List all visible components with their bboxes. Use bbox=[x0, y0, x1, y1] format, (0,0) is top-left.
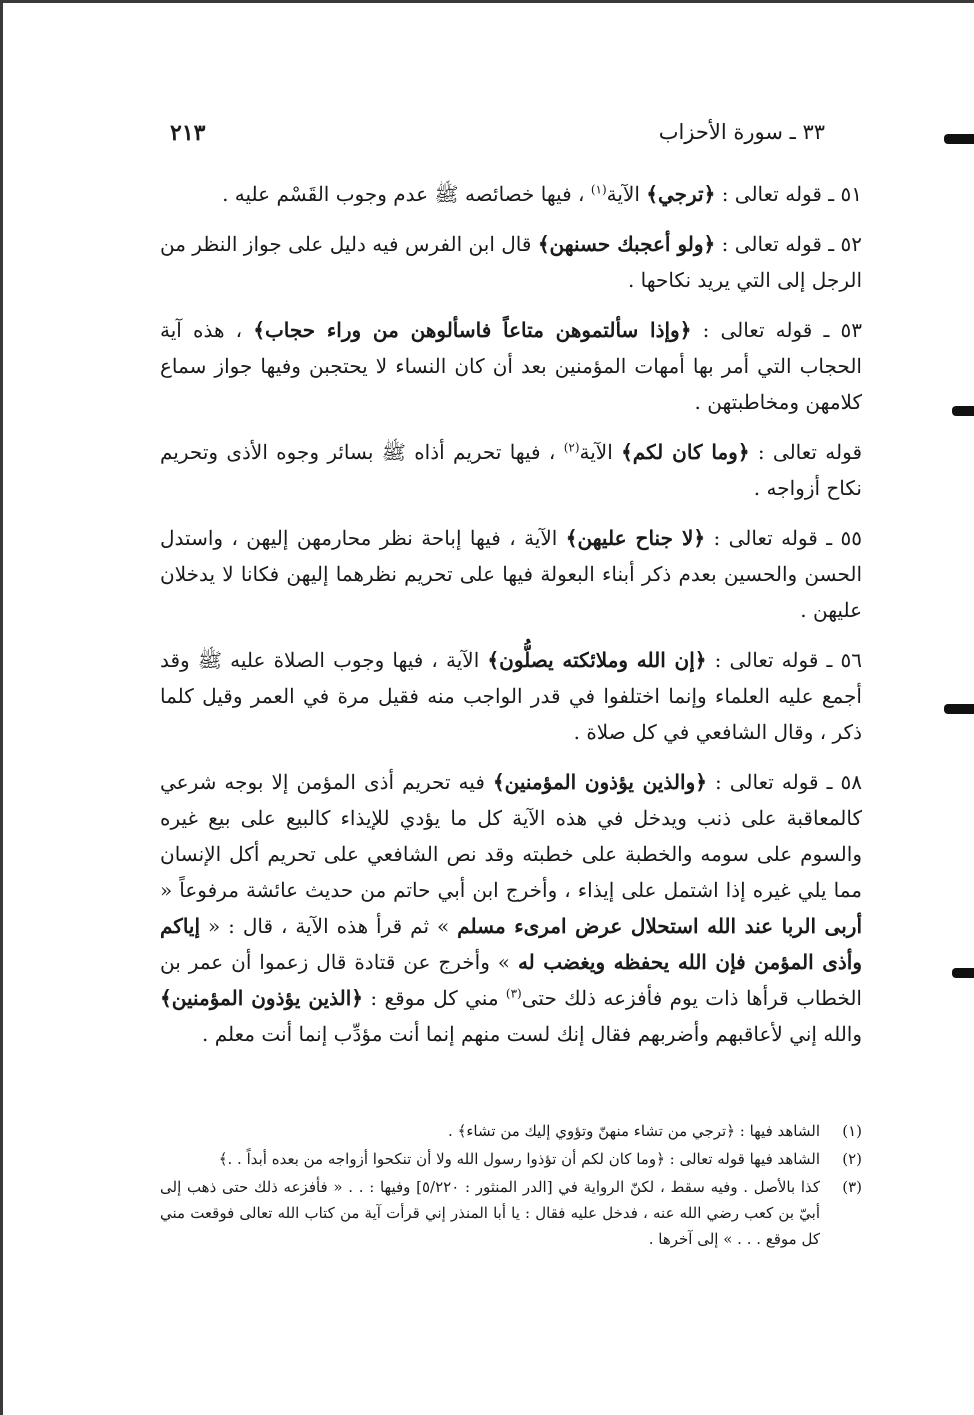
paragraph-58 bbox=[160, 764, 862, 1052]
footnote-ref: (٢) bbox=[563, 440, 580, 455]
footnote bbox=[160, 1146, 862, 1172]
main-text bbox=[160, 176, 862, 1066]
hadith-quote: إياكم وأذى المؤمن فإن الله يحفظه ويغضب له bbox=[160, 914, 862, 974]
footnote-text: الشاهد فيها قوله تعالى : ﴿وما كان لكم أن تؤذوا رسول الله ولا أن تنكحوا أزواجه من بعده أبداً . .﴾ bbox=[218, 1150, 820, 1168]
paragraph-text: مني كل موقع : bbox=[363, 986, 506, 1010]
paragraph-text: الآية ، فيها إباحة نظر محارمهن إليهن ، واستدل الحسن والحسين بعدم ذكر أبناء البعولة فيها على تحريم نظرهما إليهن فكانا لا يدخلان عليهن . bbox=[160, 526, 862, 622]
paragraph-text: الآية bbox=[579, 440, 622, 464]
footnote-number: (٣) bbox=[842, 1178, 862, 1196]
footnote-ref: (٣) bbox=[505, 986, 522, 1001]
hadith-quote: أربى الربا عند الله استحلال عرض امرىء مسلم bbox=[457, 914, 862, 938]
paragraph-55 bbox=[160, 520, 862, 628]
quran-quote: ﴿الذين يؤذون المؤمنين﴾ bbox=[160, 986, 364, 1010]
paragraph-lead: ٥٨ ـ قوله تعالى : bbox=[706, 770, 863, 794]
footnote-text: الشاهد فيها : ﴿ترجي من تشاء منهنّ وتؤوي إليك من تشاء﴾ . bbox=[448, 1122, 820, 1140]
paragraph-text: قال ابن الفرس فيه دليل على جواز النظر من الرجل إلى التي يريد نكاحها . bbox=[160, 232, 862, 292]
paragraph-text: ، فيها تحريم أذاه ﷺ بسائر وجوه الأذى وتحريم نكاح أزواجه . bbox=[160, 440, 862, 500]
paragraph-lead: ٥٣ ـ قوله تعالى : bbox=[691, 318, 862, 342]
scan-edge-mark bbox=[952, 968, 974, 978]
quran-quote: ﴿وما كان لكم﴾ bbox=[621, 440, 750, 464]
footnote-number: (١) bbox=[842, 1122, 862, 1140]
surah-title: ٣٣ ـ سورة الأحزاب bbox=[658, 120, 825, 144]
quran-quote: ﴿إن الله وملائكته يصلُّون﴾ bbox=[487, 648, 707, 672]
paragraph-lead: قوله تعالى : bbox=[749, 440, 863, 464]
paragraph-text: فيه تحريم أذى المؤمن إلا بوجه شرعي كالمعاقبة على ذنب ويدخل في هذه الآية كل ما يؤدي للإيذاء كالبيع على بيع غيره والسوم على سومه والخطبة على خطبته وقد نص الشافعي على تحريم أكل الإنسان مما يلي غيره إذا اشتمل على إيذاء ، وأخرج ابن أبي حاتم من حديث عائشة مرفوعاً « bbox=[160, 770, 862, 902]
paragraph-52 bbox=[160, 226, 862, 298]
quran-quote: ﴿والذين يؤذون المؤمنين﴾ bbox=[492, 770, 707, 794]
paragraph-text: ، فيها خصائصه ﷺ عدم وجوب القَسْم عليه . bbox=[222, 182, 591, 206]
paragraph-text: ، هذه آية الحجاب التي أمر بها أمهات المؤمنين بعد أن كان النساء لا يحتجبن وفيها جواز سماع كلامهن ومخاطبتهن . bbox=[160, 318, 862, 414]
quran-quote: ﴿ولو أعجبك حسنهن﴾ bbox=[537, 232, 716, 256]
scan-border-left bbox=[0, 0, 3, 1415]
footnote-text: كذا بالأصل . وفيه سقط ، لكنّ الرواية في [الدر المنثور : ٥/٢٢٠] وفيها : . . « فأفزعه ذلك حتى ذهب إلى أبيّ بن كعب رضي الله عنه ، فدخل عليه فقال : يا أبا المنذر إني قرأت آية من كتاب الله تعالى فوقعت مني كل موقع . . . » إلى آخرها . bbox=[160, 1178, 820, 1248]
paragraph-lead: ٥٦ ـ قوله تعالى : bbox=[706, 648, 862, 672]
paragraph-text: والله إني لأعاقبهم وأضربهم فقال إنك لست منهم إنما أنت مؤدِّب إنما أنت معلم . bbox=[202, 1022, 862, 1046]
paragraph-text: الآية bbox=[606, 182, 647, 206]
scan-edge-mark bbox=[944, 134, 974, 144]
footnote bbox=[160, 1174, 862, 1252]
paragraph-lead: ٥٢ ـ قوله تعالى : bbox=[715, 232, 862, 256]
paragraph-text: الآية ، فيها وجوب الصلاة عليه ﷺ وقد أجمع عليه العلماء وإنما اختلفوا في قدر الواجب منه فقيل مرة في العمر وقيل كلما ذكر ، وقال الشافعي في كل صلاة . bbox=[160, 648, 862, 744]
paragraph-lead: ٥٥ ـ قوله تعالى : bbox=[705, 526, 862, 550]
paragraph-51 bbox=[160, 176, 862, 212]
quran-quote: ﴿ترجي﴾ bbox=[646, 182, 716, 206]
paragraph-56 bbox=[160, 642, 862, 750]
scan-border-top bbox=[0, 0, 974, 3]
footnotes bbox=[160, 1118, 862, 1254]
paragraph-53 bbox=[160, 312, 862, 420]
page-number: ٢١٣ bbox=[170, 120, 206, 146]
paragraph-lead: ٥١ ـ قوله تعالى : bbox=[715, 182, 862, 206]
paragraph-text: » وأخرج عن قتادة قال زعموا أن عمر بن الخطاب قرأها ذات يوم فأفزعه ذلك حتى bbox=[160, 950, 862, 1010]
quran-quote: ﴿لا جناح عليهن﴾ bbox=[565, 526, 706, 550]
scan-edge-mark bbox=[952, 406, 974, 416]
quran-quote: ﴿وإذا سألتموهن متاعاً فاسألوهن من وراء حجاب﴾ bbox=[253, 318, 692, 342]
page-header bbox=[160, 120, 825, 156]
paragraph-text: » ثم قرأ هذه الآية ، قال : « bbox=[200, 914, 458, 938]
footnote-number: (٢) bbox=[842, 1150, 862, 1168]
footnote bbox=[160, 1118, 862, 1144]
footnote-ref: (١) bbox=[590, 182, 607, 197]
paragraph-54 bbox=[160, 434, 862, 506]
scan-edge-mark bbox=[944, 704, 974, 714]
